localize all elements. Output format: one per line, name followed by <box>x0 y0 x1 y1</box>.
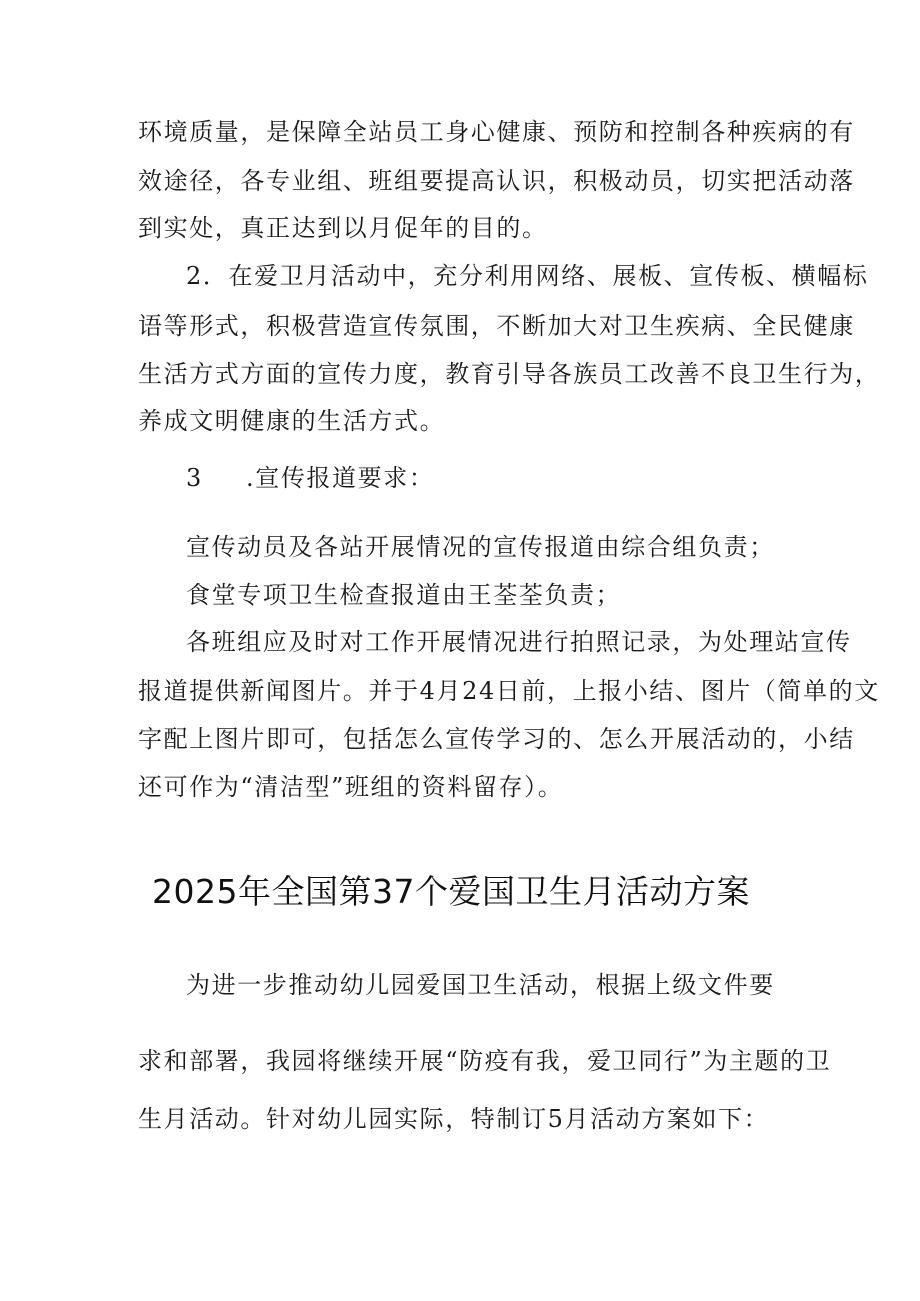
paragraph-3-line-3: 字配上图片即可，包括怎么宣传学习的、怎么开展活动的，小结 <box>138 725 855 753</box>
intro-line-1: 为进一步推动幼儿园爱国卫生活动，根据上级文件要 <box>186 971 775 999</box>
paragraph-2-line-2: 语等形式，积极营造宣传氛围，不断加大对卫生疾病、全民健康 <box>138 312 855 340</box>
requirement-line-2: 食堂专项卫生检查报道由王荃荃负责； <box>186 581 622 609</box>
section-heading: 2025年全国第37个爱国卫生月活动方案 <box>152 872 750 911</box>
paragraph-1-line-1: 环境质量，是保障全站员工身心健康、预防和控制各种疾病的有 <box>138 118 855 146</box>
intro-line-3: 生月活动。针对幼儿园实际，特制订5月活动方案如下： <box>138 1105 770 1133</box>
paragraph-1-line-3: 到实处，真正达到以月促年的目的。 <box>138 214 548 242</box>
paragraph-2-line-3: 生活方式方面的宣传力度，教育引导各族员工改善不良卫生行为， <box>138 360 881 388</box>
paragraph-2-line-4: 养成文明健康的生活方式。 <box>138 407 446 435</box>
paragraph-3-line-2: 报道提供新闻图片。并于4月24日前，上报小结、图片（简单的文 <box>138 677 880 705</box>
paragraph-3-line-1: 各班组应及时对工作开展情况进行拍照记录，为处理站宣传 <box>186 628 852 656</box>
item-3-title: .宣传报道要求： <box>246 464 435 492</box>
requirement-line-1: 宣传动员及各站开展情况的宣传报道由综合组负责； <box>186 533 775 561</box>
paragraph-2-line-1: 2．在爱卫月活动中，充分利用网络、展板、宣传板、横幅标 <box>186 262 869 290</box>
paragraph-1-line-2: 效途径，各专业组、班组要提高认识，积极动员，切实把活动落 <box>138 167 855 195</box>
paragraph-3-line-4: 还可作为“清洁型”班组的资料留存）。 <box>138 773 564 801</box>
item-3-number: 3 <box>186 464 202 492</box>
intro-line-2: 求和部署，我园将继续开展“防疫有我，爱卫同行”为主题的卫 <box>138 1047 832 1075</box>
